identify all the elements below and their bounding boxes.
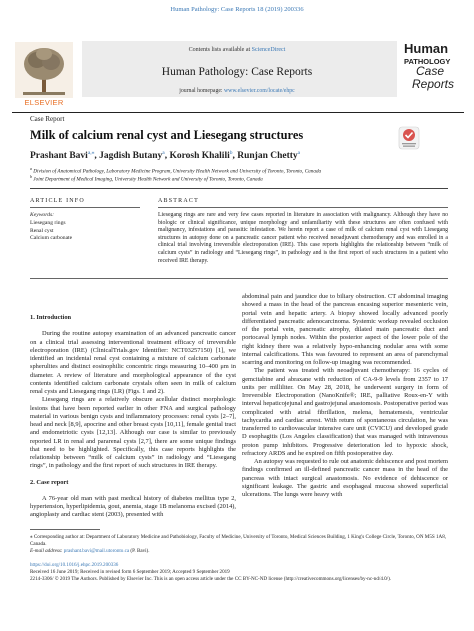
article-info-heading: ARTICLE INFO <box>30 198 85 204</box>
author-affiliation-sup[interactable]: a <box>297 150 301 156</box>
author-affiliation-sup[interactable]: a <box>162 150 165 156</box>
journal-cover-logo <box>402 43 464 98</box>
article-title: Milk of calcium renal cyst and Liesegang structures <box>30 128 304 142</box>
doi-link[interactable]: https://doi.org/10.1016/j.ehpc.2019.200336 <box>30 562 119 568</box>
cover-line-4: Reports <box>412 77 455 91</box>
abstract-body: Liesegang rings are rare and very few cases reported in literature in association with malignancy. Although they have no biologic or clinical significance, unique morphology and unfamiliarity with these structures are often confused with malignancy, infestations and parasitic infestation. We herein report a case of milk of calcium renal cyst with Liesegang structures in autopsy done on a pancreatic cancer patient who received neoadjuvant chemotherapy and was enrolled in a clinical trial involving irreversible electroporation (IRE). This case reports highlights the relationship between “milk of calcium cysts” in radiology and “Liesegang rings”, in pathology and is the first report of such structures in a patient who received IRE therapy. <box>158 212 448 264</box>
keyword: Renal cyst <box>30 227 54 234</box>
email-label: E-mail address: <box>30 548 64 554</box>
left-column <box>30 314 236 520</box>
license-statement: 2214-3306/ © 2019 The Authors. Published by Elsevier Inc. This is an open access article under the CC BY-NC-ND license (http://creativecommons.org/licenses/by-nc-nd/4.0/). <box>30 576 392 582</box>
sciencedirect-link[interactable]: ScienceDirect <box>251 47 286 53</box>
abstract-heading: ABSTRACT <box>158 198 199 204</box>
case-report-heading: 2. Case report <box>30 478 69 486</box>
case-report-paragraph: A 76-year old man with past medical history of diabetes mellitus type 2, hypertension, hyperlipidemia, gout, anemia, stage 1B melanoma excised (2014), angioplasty and cardiac stent (2003), presented with <box>30 494 236 519</box>
cover-line-2: PATHOLOGY <box>404 57 451 66</box>
case-continued-paragraph-1: abdominal pain and jaundice due to biliary obstruction. CT abdominal imaging showed a mass in the head of the pancreas encasing superior mesenteric vein, portal vein and hepatic artery. A biopsy showed locally advanced poorly differentiated pancreatic adenocarcinoma. Systemic workup revealed occlusion of the portal vein, pancreatic atrophy, dilated main pancreatic duct and portocaval lymph nodes. Within the posterior aspect of the lower pole of the right kidney there was a relatively hypo-enhancing nodular area with some internal calcifications. This was favoured to represent an area of parenchymal scarring and monitoring on follow-up imaging was recommended. <box>242 293 448 366</box>
header-rule <box>12 112 464 113</box>
author-name[interactable]: Korosh Khalili <box>169 151 230 162</box>
abstract-rule <box>158 207 448 208</box>
article-info-rule <box>30 207 140 208</box>
case-continued-paragraph-3: An autopsy was requested to rule out anatomic dehiscence and post mortem findings confirmed an ill-defined pancreatic cancer mass in the head of the pancreas with intact surgical anastomosis. No evidence of dehiscence or significant leakage. The gastric and esophageal mucosa showed superficial ulcerations. The lungs were heavy with <box>242 458 448 498</box>
author-name[interactable]: Runjan Chetty <box>237 151 298 162</box>
affiliation-b: $^b$ Joint Department of Medical Imaging, University Health Network and University of Toronto, Toronto, Canada <box>30 174 263 183</box>
corresponding-author-footnote <box>30 534 448 555</box>
footnote-rule <box>30 529 100 530</box>
publisher-name: ELSEVIER <box>24 98 64 107</box>
footnote-text: ⁎ Corresponding author at: Department of Laboratory Medicine and Pathobiology, Faculty of Medicine, University of Toronto, Medical Sciences Building, 1 King's College Circle, Toronto, ON M5S 1A8, Canada. <box>30 534 447 547</box>
crossmark-icon <box>398 126 420 150</box>
journal-title: Human Pathology: Case Reports <box>161 66 313 78</box>
homepage-link[interactable]: www.elsevier.com/locate/ehpc <box>223 88 295 94</box>
author-affiliation-sup[interactable]: a,⁎ <box>87 150 95 156</box>
running-head[interactable]: Human Pathology: Case Reports 18 (2019) 200336 <box>170 6 304 13</box>
publication-info <box>30 562 448 583</box>
author-name[interactable]: Jagdish Butany <box>99 151 163 162</box>
cover-line-3: Case <box>416 64 445 78</box>
keyword: Liesegang rings <box>30 220 66 226</box>
keyword: Calcium carbonate <box>30 235 73 241</box>
author-list: Prashant Bavi$^{a,⁎}$, Jagdish Butany$^a$, Korosh Khalili$^b$, Runjan Chetty$^a$ <box>30 150 301 162</box>
elsevier-tree-logo <box>15 42 73 98</box>
author-name[interactable]: Prashant Bavi <box>30 151 88 162</box>
author-affiliation-sup[interactable]: b <box>229 150 233 156</box>
homepage-prefix: journal homepage: <box>179 88 224 94</box>
cover-line-1: Human <box>404 41 449 56</box>
received-dates: Received 16 June 2019; Received in revised form 6 September 2019; Accepted 9 September 2019 <box>30 569 230 575</box>
keywords-heading: Keywords: <box>30 212 55 218</box>
article-type: Case Report <box>30 115 65 123</box>
right-column <box>242 293 448 499</box>
case-continued-paragraph-2: The patient was treated with neoadjuvant chemotherapy: 16 cycles of gemcitabine and abraxane with reduction of CA-9-9 levels from 2357 to 17 units per milliliter. On May 28, 2018, he underwent surgery in form of Irreversible Electroporation (NanoKnife®; IRE, palliative Roux-en-Y with interval hepaticojejunal and gastrojejunal anastomosis. Postoperative period was complicated with atrial fibrillation, melena, hematemesis, ventricular tachycardia and cardiac arrest. With return of spontaneous circulation, he was transferred to cardiovascular intensive care unit (CVICU) and developed grade D esophagitis (Los Angeles classification) that was managed with intravenous proton pump inhibitors. Progressive deterioration led to hypoxic shock, refractory ARDS and he expired on fifth postoperative day. <box>242 367 448 457</box>
introduction-paragraph-2: Liesegang rings are a relatively obscure acellular distinct morphologic lesions that have been reported earlier in other FNA and surgical pathology material in various benign cysts and inflammatory processes: renal cysts [2–7], head and neck [8,9], apocrine and other breast cysts [10,11], female genital tract and endometriotic cysts [12,13]. Although our case is similar to previously reported LR in renal and pararenal cysts [2,7], there are some unique findings that need to be highlighted. Specifically, this case reports highlights the relationship between “milk of calcium cysts” in radiology and “Liesegang rings”, in pathology and the first report of such structures in IRE therapy. <box>30 396 236 470</box>
crossmark-check-for-updates[interactable] <box>398 126 420 150</box>
introduction-paragraph-1: During the routine autopsy examination of an advanced pancreatic cancer on a clinical trial assessing interventional treatment efficacy of irreversible electroporation (IRE) (ClinicalTrials.gov Identifier: NCT03257150) [1], we identified an incidental renal cyst containing a mixture of calcium carbonate spherulites and distinct eosinophilic concentric rings measuring 10–400 μm in diameter. A review of literature and morphological appearance of the cyst contents identified calcium carbonate crystals often seen in milk of calcium renal cysts and Liesegang rings (LR) (Figs. 1 and 2). <box>30 330 236 395</box>
section-rule <box>30 188 448 189</box>
email-link[interactable]: prashant.bavi@mail.utoronto.ca <box>63 548 130 554</box>
introduction-heading: 1. Introduction <box>30 314 72 321</box>
email-suffix: (P. Bavi). <box>129 548 150 554</box>
abstract-bottom-rule <box>30 278 448 279</box>
affiliation-a: $^a$ Division of Anatomical Pathology, Laboratory Medicine Program, University Health Network and University of Toronto, Toronto, Canada <box>30 166 322 175</box>
contents-prefix: Contents lists available at <box>188 47 252 53</box>
